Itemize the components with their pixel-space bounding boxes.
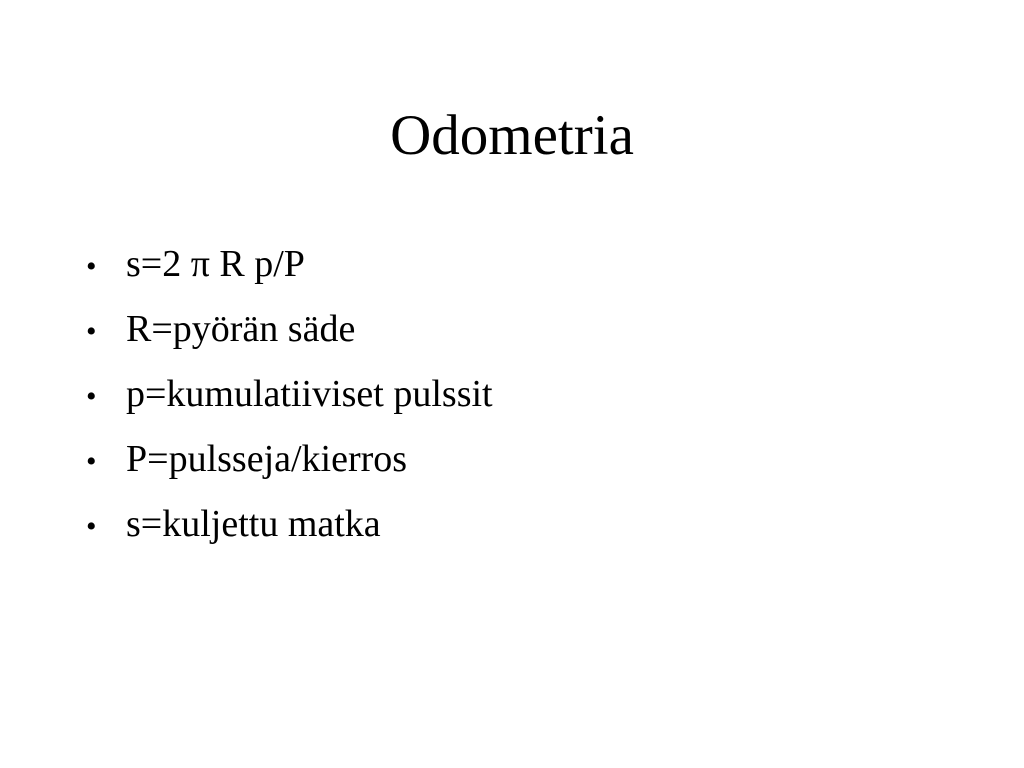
bullet-icon: • (86, 380, 97, 413)
bullet-text: R=pyörän säde (126, 308, 356, 350)
slide-title: Odometria (390, 104, 634, 167)
list-item (86, 232, 493, 297)
list-item (86, 427, 493, 492)
bullet-text: s=kuljettu matka (126, 503, 381, 545)
bullet-icon: • (86, 510, 97, 543)
list-item (86, 492, 493, 557)
bullet-icon: • (86, 250, 97, 283)
bullet-list (86, 232, 493, 557)
bullet-text: s=2 π R p/P (126, 243, 305, 285)
bullet-icon: • (86, 445, 97, 478)
bullet-text: P=pulsseja/kierros (126, 438, 408, 480)
list-item (86, 297, 493, 362)
list-item (86, 362, 493, 427)
bullet-text: p=kumulatiiviset pulssit (126, 373, 493, 415)
bullet-icon: • (86, 315, 97, 348)
